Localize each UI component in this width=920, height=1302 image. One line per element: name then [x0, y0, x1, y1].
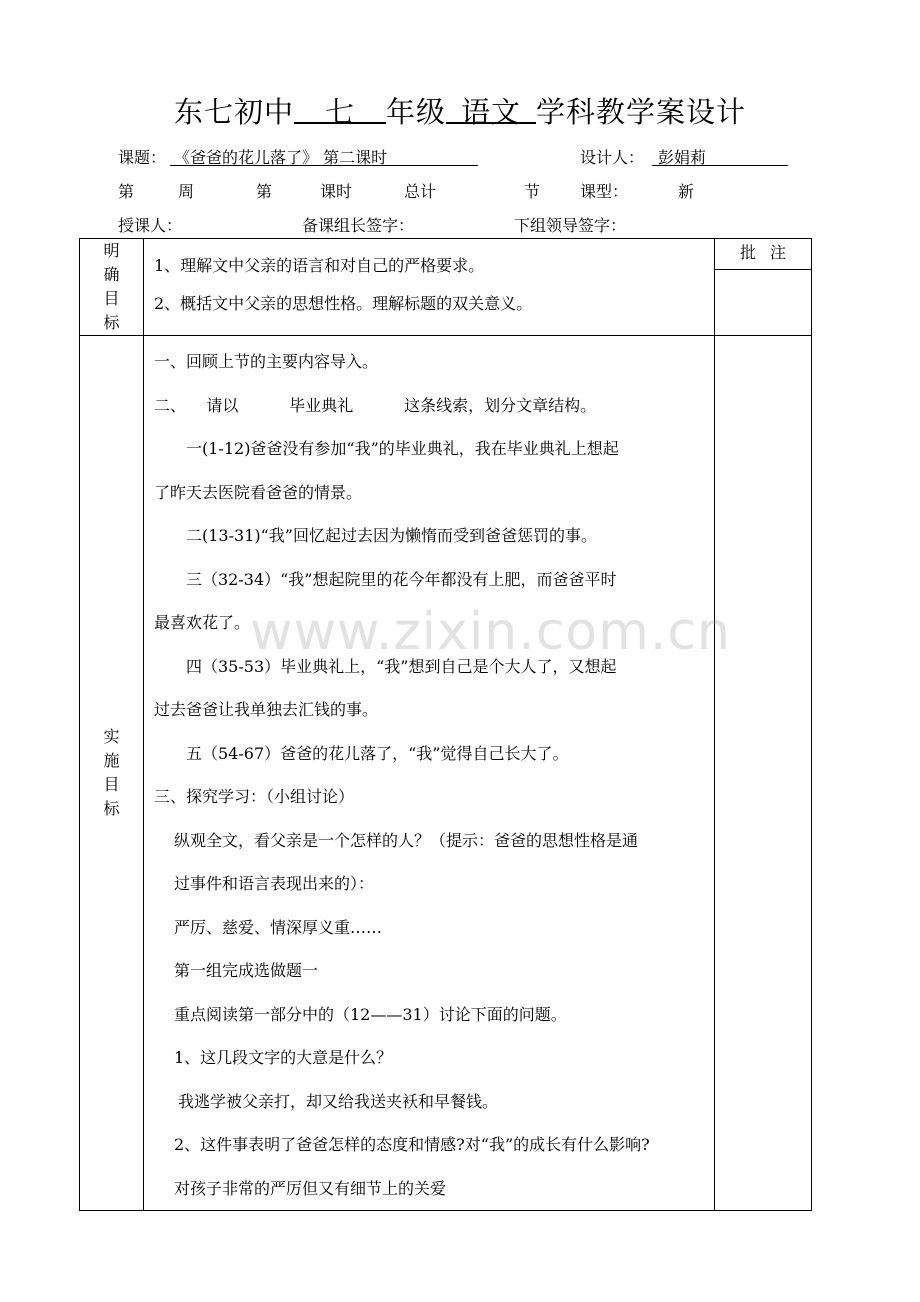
content-line: 最喜欢花了。	[154, 613, 251, 632]
content-line: 二、 请以 毕业典礼 这条线索，划分文章结构。	[154, 395, 597, 415]
goal-item: 1、理解文中父亲的语言和对自己的严格要求。	[154, 256, 485, 275]
week-suffix: 周	[178, 182, 195, 201]
content-line: 三（32-34）“我”想起院里的花今年都没有上肥，而爸爸平时	[186, 569, 617, 589]
lesson-table	[79, 238, 812, 1211]
admin-sign-label: 下组领导签字：	[514, 216, 627, 235]
impl-label-cell	[80, 336, 144, 1211]
impl-label: 实 施 目 标	[103, 727, 120, 818]
content-line: 四（35-53）毕业典礼上，“我”想到自己是个大人了，又想起	[186, 656, 617, 676]
content-line: 纵观全文，看父亲是一个怎样的人？（提示：爸爸的思想性格是通	[174, 830, 639, 850]
topic-label: 课题：	[118, 148, 167, 167]
impl-content-cell	[144, 336, 715, 1211]
note-header: 批注	[715, 239, 811, 270]
content-line: 重点阅读第一部分中的（12——31）讨论下面的问题。	[174, 1004, 567, 1024]
goal-label: 明 确 目 标	[103, 241, 120, 332]
total-label: 总计	[404, 182, 437, 201]
content-line: 严厉、慈爱、情深厚义重……	[174, 917, 383, 937]
note-area	[715, 336, 812, 1211]
watermark: www.zixin.com.cn	[250, 602, 731, 662]
content-line: 了昨天去医院看爸爸的情景。	[154, 482, 363, 502]
content-line: 三、探究学习：（小组讨论）	[154, 787, 355, 806]
period-suffix: 课时	[320, 182, 353, 201]
content-line: 对孩子非常的严厉但又有细节上的关爱	[174, 1178, 447, 1198]
title-tail: 学科教学案设计	[536, 95, 747, 129]
content-line: 过去爸爸让我单独去汇钱的事。	[154, 700, 379, 719]
topic-value: 《爸爸的花儿落了》 第二课时	[170, 147, 478, 166]
title-grade-label: 年级	[385, 95, 446, 129]
implementation-row	[80, 336, 812, 1211]
teacher-label: 授课人：	[118, 216, 183, 235]
content-line: 第一组完成选做题一	[174, 961, 319, 980]
week-prefix: 第	[118, 182, 135, 201]
note-cell	[715, 239, 812, 336]
content-line: 五（54-67）爸爸的花儿落了，“我”觉得自己长大了。	[186, 743, 569, 763]
section-suffix: 节	[524, 182, 541, 201]
content-line: 过事件和语言表现出来的）：	[174, 874, 375, 893]
content-line: 二(13-31)“我”回忆起过去因为懒惰而受到爸爸惩罚的事。	[186, 526, 597, 545]
title-subject-blank: 语文	[446, 92, 536, 124]
period-prefix: 第	[256, 182, 273, 201]
page-title	[0, 92, 920, 132]
content-line: 2、这件事表明了爸爸怎样的态度和情感?对“我”的成长有什么影响?	[174, 1135, 650, 1154]
title-grade-blank: 七	[294, 92, 386, 124]
content-line: 一、回顾上节的主要内容导入。	[154, 352, 379, 371]
type-label: 课型：	[580, 182, 629, 201]
content-line: 一(1-12)爸爸没有参加“我”的毕业典礼，我在毕业典礼上想起	[186, 439, 619, 458]
goal-item: 2、概括文中父亲的思想性格。理解标题的双关意义。	[154, 294, 533, 313]
designer-value: 彭娟莉	[652, 147, 788, 166]
title-school: 东七初中	[173, 95, 294, 129]
goal-content-cell	[144, 239, 715, 336]
content-line: 1、这几段文字的大意是什么？	[174, 1048, 393, 1067]
content-line: 我逃学被父亲打，却又给我送夹袄和早餐钱。	[178, 1091, 499, 1111]
goal-row	[80, 239, 812, 336]
goal-label-cell	[80, 239, 144, 336]
leader-sign-label: 备课组长签字：	[302, 216, 415, 235]
designer-label: 设计人：	[580, 148, 645, 167]
